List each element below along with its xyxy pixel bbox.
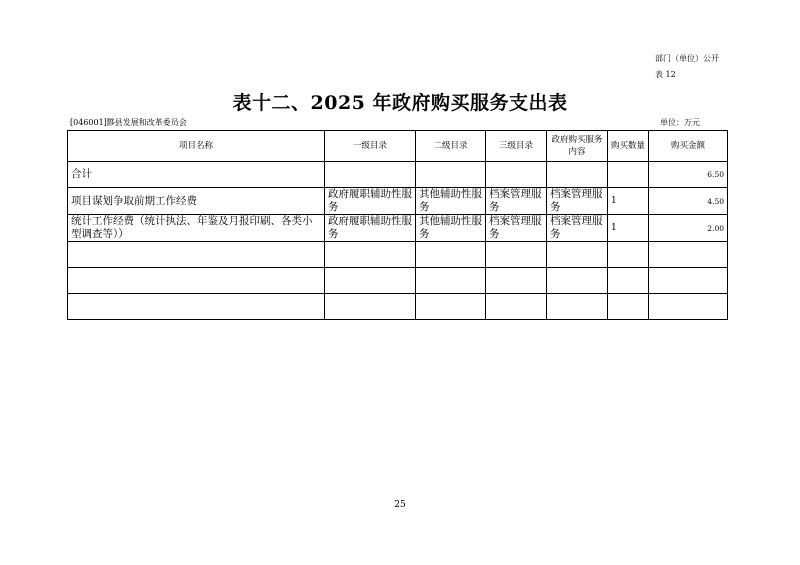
header-service-content: 政府购买服务内容 <box>547 131 608 162</box>
table-cell <box>325 294 416 320</box>
table-cell <box>608 242 649 268</box>
level1-cell: 政府履职辅助性服务 <box>325 215 416 242</box>
empty-row <box>68 242 728 268</box>
header-level1: 一级目录 <box>325 131 416 162</box>
table-cell <box>486 268 547 294</box>
table-cell <box>649 268 728 294</box>
table-cell <box>547 162 608 188</box>
table-cell <box>547 294 608 320</box>
table-cell <box>416 162 486 188</box>
table-cell <box>68 268 325 294</box>
table-cell <box>416 242 486 268</box>
currency-unit-label: 单位：万元 <box>660 118 700 127</box>
header-amount: 购买金额 <box>649 131 728 162</box>
header-project-name: 项目名称 <box>68 131 325 162</box>
empty-row <box>68 294 728 320</box>
table-cell <box>486 162 547 188</box>
quantity-cell: 1 <box>608 188 649 215</box>
unit-name: [046001]黟县发展和改革委员会 <box>70 118 187 127</box>
amount-cell: 2.00 <box>649 215 728 242</box>
total-label: 合计 <box>68 162 325 188</box>
table-cell <box>416 294 486 320</box>
quantity-cell: 1 <box>608 215 649 242</box>
level1-cell: 政府履职辅助性服务 <box>325 188 416 215</box>
total-amount: 6.50 <box>649 162 728 188</box>
table-cell <box>486 294 547 320</box>
table-cell <box>547 242 608 268</box>
table-cell <box>649 294 728 320</box>
amount-cell: 4.50 <box>649 188 728 215</box>
page-number: 25 <box>394 500 406 510</box>
page-title: 表十二、2025 年政府购买服务支出表 <box>232 92 568 114</box>
level3-cell: 档案管理服务 <box>486 215 547 242</box>
table-row <box>68 215 728 242</box>
table-row <box>68 188 728 215</box>
table-header-row <box>68 131 728 162</box>
table-cell <box>325 242 416 268</box>
table-number: 表 12 <box>655 70 676 79</box>
table-cell <box>608 294 649 320</box>
table-cell <box>608 162 649 188</box>
empty-row <box>68 268 728 294</box>
public-disclosure-label: 部门（单位）公开 <box>655 54 719 63</box>
table-cell <box>68 242 325 268</box>
table-cell <box>325 162 416 188</box>
table-cell <box>547 268 608 294</box>
table-cell <box>608 268 649 294</box>
table-cell <box>486 242 547 268</box>
table-cell <box>416 268 486 294</box>
project-name: 项目谋划争取前期工作经费 <box>68 188 325 215</box>
header-quantity: 购买数量 <box>608 131 649 162</box>
header-level2: 二级目录 <box>416 131 486 162</box>
purchase-services-table <box>67 130 728 320</box>
table-cell <box>649 242 728 268</box>
service-content-cell: 档案管理服务 <box>547 215 608 242</box>
level2-cell: 其他辅助性服务 <box>416 188 486 215</box>
project-name: 统计工作经费（统计执法、年鉴及月报印刷、各类小型调查等）） <box>68 215 325 242</box>
header-level3: 三级目录 <box>486 131 547 162</box>
table-cell <box>68 294 325 320</box>
level2-cell: 其他辅助性服务 <box>416 215 486 242</box>
service-content-cell: 档案管理服务 <box>547 188 608 215</box>
total-row <box>68 162 728 188</box>
table-cell <box>325 268 416 294</box>
level3-cell: 档案管理服务 <box>486 188 547 215</box>
